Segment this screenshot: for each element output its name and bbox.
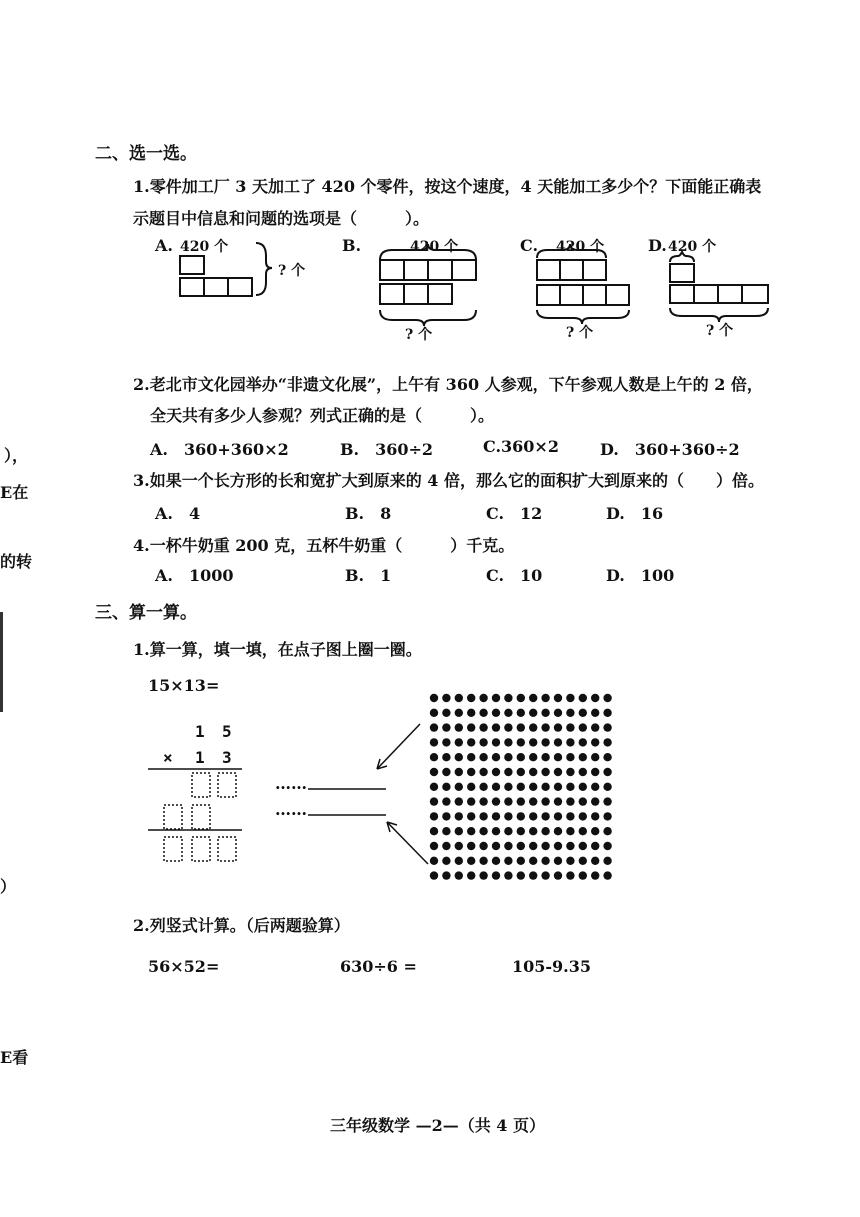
grid-dot[interactable] (554, 827, 562, 835)
grid-dot[interactable] (529, 857, 537, 865)
q1-option-a-letter[interactable]: A. (155, 236, 173, 255)
grid-dot[interactable] (541, 723, 549, 731)
grid-dot[interactable] (554, 709, 562, 717)
grid-dot[interactable] (504, 827, 512, 835)
grid-dot[interactable] (603, 753, 611, 761)
grid-dot[interactable] (442, 694, 450, 702)
grid-dot[interactable] (430, 723, 438, 731)
grid-dot[interactable] (517, 753, 525, 761)
multiplier-digit-1: 1 (195, 748, 205, 767)
grid-dot[interactable] (492, 768, 500, 776)
grid-dot[interactable] (442, 768, 450, 776)
grid-dot[interactable] (529, 871, 537, 879)
grid-dot[interactable] (455, 694, 463, 702)
calc-problem-2: 630÷6 = (340, 957, 417, 976)
q3-option-d[interactable]: D. 16 (606, 504, 664, 523)
s3-q1-line1: 1.算一算，填一填，在点子图上圈一圈。 (133, 640, 422, 659)
q1-option-b-label: 420 个 (410, 239, 459, 255)
grid-dot[interactable] (591, 842, 599, 850)
grid-dot[interactable] (442, 723, 450, 731)
grid-dot[interactable] (467, 812, 475, 820)
page-footer: 三年级数学 —2—（共 4 页） (330, 1116, 545, 1135)
grid-dot[interactable] (430, 753, 438, 761)
grid-dot[interactable] (591, 797, 599, 805)
grid-dot[interactable] (442, 827, 450, 835)
grid-dot[interactable] (591, 871, 599, 879)
grid-dot[interactable] (430, 857, 438, 865)
answer-box[interactable] (164, 837, 182, 861)
grid-dot[interactable] (579, 812, 587, 820)
grid-dot[interactable] (603, 783, 611, 791)
grid-dot[interactable] (430, 768, 438, 776)
q1-option-b-letter[interactable]: B. (342, 236, 362, 255)
grid-dot[interactable] (566, 694, 574, 702)
multiply-sign: × (163, 748, 173, 767)
grid-dot[interactable] (479, 857, 487, 865)
grid-dot[interactable] (517, 797, 525, 805)
grid-dot[interactable] (517, 694, 525, 702)
grid-dot[interactable] (529, 797, 537, 805)
q1-option-d-bottom: ? 个 (706, 323, 734, 339)
grid-dot[interactable] (591, 857, 599, 865)
grid-dot[interactable] (492, 723, 500, 731)
grid-dot[interactable] (430, 738, 438, 746)
grid-dot[interactable] (541, 871, 549, 879)
grid-dot[interactable] (541, 753, 549, 761)
grid-dot[interactable] (492, 842, 500, 850)
grid-dot[interactable] (591, 768, 599, 776)
grid-dot[interactable] (467, 753, 475, 761)
grid-dot[interactable] (430, 709, 438, 717)
grid-dot[interactable] (517, 857, 525, 865)
q3-option-c[interactable]: C. 12 (486, 504, 543, 523)
grid-dot[interactable] (566, 738, 574, 746)
s3-q2-line1: 2.列竖式计算。（后两题验算） (133, 916, 350, 935)
edge-fragment-5: E看 (0, 1048, 29, 1067)
grid-dot[interactable] (479, 709, 487, 717)
multiplicand-digit-2: 5 (222, 722, 232, 741)
q4-option-d[interactable]: D. 100 (606, 566, 675, 585)
grid-dot[interactable] (566, 827, 574, 835)
grid-dot[interactable] (467, 709, 475, 717)
grid-dot[interactable] (579, 709, 587, 717)
q4-line1: 4.一杯牛奶重 200 克，五杯牛奶重（ ）千克。 (133, 536, 515, 555)
grid-dot[interactable] (479, 871, 487, 879)
grid-dot[interactable] (554, 738, 562, 746)
grid-dot[interactable] (541, 857, 549, 865)
grid-dot[interactable] (504, 842, 512, 850)
grid-dot[interactable] (603, 694, 611, 702)
grid-dot[interactable] (603, 709, 611, 717)
grid-dot[interactable] (566, 797, 574, 805)
grid-dot[interactable] (442, 797, 450, 805)
q2-option-c[interactable]: C.360×2 (483, 437, 559, 456)
grid-dot[interactable] (517, 812, 525, 820)
grid-dot[interactable] (455, 842, 463, 850)
grid-dot[interactable] (517, 709, 525, 717)
grid-dot[interactable] (603, 738, 611, 746)
grid-dot[interactable] (517, 738, 525, 746)
q4-option-c[interactable]: C. 10 (486, 566, 543, 585)
grid-dot[interactable] (579, 783, 587, 791)
ellipsis-1: …… (275, 774, 307, 793)
grid-dot[interactable] (442, 753, 450, 761)
grid-dot[interactable] (430, 842, 438, 850)
q1-option-a-side: ? 个 (278, 263, 306, 279)
grid-dot[interactable] (504, 709, 512, 717)
grid-dot[interactable] (467, 827, 475, 835)
grid-dot[interactable] (591, 783, 599, 791)
grid-dot[interactable] (504, 783, 512, 791)
grid-dot[interactable] (455, 797, 463, 805)
grid-dot[interactable] (541, 812, 549, 820)
grid-dot[interactable] (479, 694, 487, 702)
q2-option-a[interactable]: A. 360+360×2 (150, 440, 289, 459)
q4-option-b[interactable]: B. 1 (345, 566, 392, 585)
grid-dot[interactable] (529, 738, 537, 746)
grid-dot[interactable] (492, 753, 500, 761)
grid-dot[interactable] (541, 827, 549, 835)
q1-option-b-bottom: ? 个 (405, 327, 433, 343)
grid-dot[interactable] (479, 723, 487, 731)
grid-dot[interactable] (442, 842, 450, 850)
grid-dot[interactable] (479, 783, 487, 791)
multiplicand-digit-1: 1 (195, 722, 205, 741)
q3-line1: 3.如果一个长方形的长和宽扩大到原来的 4 倍，那么它的面积扩大到原来的（ ）倍。 (133, 471, 764, 490)
grid-dot[interactable] (603, 857, 611, 865)
grid-dot[interactable] (467, 694, 475, 702)
grid-dot[interactable] (455, 738, 463, 746)
grid-dot[interactable] (492, 827, 500, 835)
grid-dot[interactable] (541, 709, 549, 717)
grid-dot[interactable] (541, 738, 549, 746)
grid-dot[interactable] (541, 694, 549, 702)
section-3-title: 三、算一算。 (95, 603, 197, 623)
grid-dot[interactable] (603, 871, 611, 879)
grid-dot[interactable] (603, 768, 611, 776)
grid-dot[interactable] (579, 857, 587, 865)
edge-fragment-1: ）， (4, 446, 29, 465)
grid-dot[interactable] (504, 857, 512, 865)
grid-dot[interactable] (517, 783, 525, 791)
grid-dot[interactable] (603, 723, 611, 731)
q1-option-d-label: 420 个 (668, 239, 717, 255)
grid-dot[interactable] (455, 871, 463, 879)
grid-dot[interactable] (455, 827, 463, 835)
grid-dot[interactable] (479, 797, 487, 805)
grid-dot[interactable] (504, 694, 512, 702)
grid-dot[interactable] (566, 842, 574, 850)
grid-dot[interactable] (566, 871, 574, 879)
grid-dot[interactable] (479, 768, 487, 776)
grid-dot[interactable] (579, 842, 587, 850)
q1-line2: 示题目中信息和问题的选项是（ ）。 (133, 209, 430, 228)
grid-dot[interactable] (579, 738, 587, 746)
grid-dot[interactable] (566, 753, 574, 761)
grid-dot[interactable] (591, 827, 599, 835)
grid-dot[interactable] (579, 723, 587, 731)
answer-box[interactable] (218, 837, 236, 861)
grid-dot[interactable] (554, 768, 562, 776)
grid-dot[interactable] (492, 812, 500, 820)
grid-dot[interactable] (479, 812, 487, 820)
grid-dot[interactable] (504, 797, 512, 805)
dot-grid (430, 694, 612, 880)
multiplier-digit-2: 3 (222, 748, 232, 767)
grid-dot[interactable] (492, 871, 500, 879)
q2-line1: 2.老北市文化园举办“非遗文化展”，上午有 360 人参观，下午参观人数是上午的 2 倍， (133, 375, 763, 394)
q1-option-d-letter[interactable]: D. (648, 236, 667, 255)
grid-dot[interactable] (591, 723, 599, 731)
q1-option-c-label: 420 个 (556, 239, 605, 255)
grid-dot[interactable] (467, 842, 475, 850)
answer-box[interactable] (192, 805, 210, 829)
grid-dot[interactable] (430, 812, 438, 820)
grid-dot[interactable] (603, 812, 611, 820)
grid-dot[interactable] (554, 753, 562, 761)
grid-dot[interactable] (455, 753, 463, 761)
grid-dot[interactable] (479, 753, 487, 761)
arrow-2 (387, 822, 428, 864)
grid-dot[interactable] (591, 709, 599, 717)
edge-fragment-3: 的转 (0, 552, 33, 571)
grid-dot[interactable] (579, 797, 587, 805)
q2-option-b[interactable]: B. 360÷2 (340, 440, 434, 459)
grid-dot[interactable] (554, 694, 562, 702)
grid-dot[interactable] (504, 768, 512, 776)
grid-dot[interactable] (591, 753, 599, 761)
grid-dot[interactable] (467, 857, 475, 865)
grid-dot[interactable] (566, 857, 574, 865)
grid-dot[interactable] (467, 871, 475, 879)
grid-dot[interactable] (430, 783, 438, 791)
grid-dot[interactable] (529, 723, 537, 731)
grid-dot[interactable] (529, 753, 537, 761)
grid-dot[interactable] (566, 812, 574, 820)
grid-dot[interactable] (455, 783, 463, 791)
grid-dot[interactable] (554, 783, 562, 791)
grid-dot[interactable] (529, 694, 537, 702)
calc-problem-3: 105-9.35 (512, 957, 592, 976)
grid-dot[interactable] (504, 723, 512, 731)
q3-option-b[interactable]: B. 8 (345, 504, 392, 523)
grid-dot[interactable] (492, 738, 500, 746)
grid-dot[interactable] (504, 871, 512, 879)
grid-dot[interactable] (467, 738, 475, 746)
section-2-title: 二、选一选。 (95, 144, 197, 164)
edge-fragment-2: E在 (0, 483, 29, 502)
q1-option-c-bottom: ? 个 (566, 325, 594, 341)
q2-option-d[interactable]: D. 360+360÷2 (600, 440, 740, 459)
q4-option-a[interactable]: A. 1000 (155, 566, 234, 585)
grid-dot[interactable] (517, 842, 525, 850)
grid-dot[interactable] (591, 738, 599, 746)
grid-dot[interactable] (442, 812, 450, 820)
grid-dot[interactable] (455, 857, 463, 865)
grid-dot[interactable] (442, 709, 450, 717)
q1-option-c-letter[interactable]: C. (520, 236, 539, 255)
ellipsis-2: …… (275, 800, 307, 819)
grid-dot[interactable] (430, 827, 438, 835)
grid-dot[interactable] (430, 871, 438, 879)
grid-dot[interactable] (554, 871, 562, 879)
grid-dot[interactable] (442, 857, 450, 865)
s3-q1-expr: 15×13= (148, 676, 220, 695)
grid-dot[interactable] (541, 842, 549, 850)
grid-dot[interactable] (579, 753, 587, 761)
grid-dot[interactable] (442, 738, 450, 746)
grid-dot[interactable] (566, 723, 574, 731)
q1-line1: 1.零件加工厂 3 天加工了 420 个零件，按这个速度，4 天能加工多少个？下面能正确表 (133, 177, 762, 196)
grid-dot[interactable] (517, 871, 525, 879)
q1-option-a-label: 420 个 (180, 239, 229, 255)
grid-dot[interactable] (529, 783, 537, 791)
grid-dot[interactable] (554, 797, 562, 805)
answer-box[interactable] (192, 773, 210, 797)
grid-dot[interactable] (591, 812, 599, 820)
grid-dot[interactable] (554, 842, 562, 850)
grid-dot[interactable] (529, 812, 537, 820)
grid-dot[interactable] (455, 768, 463, 776)
grid-dot[interactable] (492, 694, 500, 702)
calc-problem-1: 56×52= (148, 957, 220, 976)
grid-dot[interactable] (504, 812, 512, 820)
answer-box[interactable] (218, 773, 236, 797)
answer-box[interactable] (192, 837, 210, 861)
grid-dot[interactable] (467, 723, 475, 731)
grid-dot[interactable] (579, 768, 587, 776)
grid-dot[interactable] (603, 797, 611, 805)
grid-dot[interactable] (579, 871, 587, 879)
grid-dot[interactable] (504, 738, 512, 746)
grid-dot[interactable] (442, 871, 450, 879)
grid-dot[interactable] (541, 797, 549, 805)
q2-line2: 全天共有多少人参观？列式正确的是（ ）。 (150, 406, 495, 425)
grid-dot[interactable] (529, 842, 537, 850)
grid-dot[interactable] (529, 827, 537, 835)
grid-dot[interactable] (492, 857, 500, 865)
grid-dot[interactable] (517, 723, 525, 731)
grid-dot[interactable] (579, 827, 587, 835)
grid-dot[interactable] (554, 857, 562, 865)
grid-dot[interactable] (603, 827, 611, 835)
grid-dot[interactable] (492, 783, 500, 791)
grid-dot[interactable] (479, 738, 487, 746)
grid-dot[interactable] (566, 709, 574, 717)
grid-dot[interactable] (541, 783, 549, 791)
grid-dot[interactable] (430, 694, 438, 702)
grid-dot[interactable] (442, 783, 450, 791)
grid-dot[interactable] (566, 783, 574, 791)
grid-dot[interactable] (603, 842, 611, 850)
grid-dot[interactable] (579, 694, 587, 702)
grid-dot[interactable] (467, 783, 475, 791)
grid-dot[interactable] (591, 694, 599, 702)
grid-dot[interactable] (554, 812, 562, 820)
grid-dot[interactable] (455, 812, 463, 820)
grid-dot[interactable] (517, 768, 525, 776)
grid-dot[interactable] (479, 842, 487, 850)
answer-box[interactable] (164, 805, 182, 829)
q3-option-a[interactable]: A. 4 (155, 504, 201, 523)
grid-dot[interactable] (529, 768, 537, 776)
grid-dot[interactable] (504, 753, 512, 761)
grid-dot[interactable] (455, 709, 463, 717)
grid-dot[interactable] (455, 723, 463, 731)
grid-dot[interactable] (492, 709, 500, 717)
grid-dot[interactable] (554, 723, 562, 731)
grid-dot[interactable] (467, 768, 475, 776)
grid-dot[interactable] (566, 768, 574, 776)
grid-dot[interactable] (529, 709, 537, 717)
edge-fragment-4: ） (0, 877, 17, 896)
grid-dot[interactable] (430, 797, 438, 805)
grid-dot[interactable] (492, 797, 500, 805)
grid-dot[interactable] (467, 797, 475, 805)
grid-dot[interactable] (541, 768, 549, 776)
grid-dot[interactable] (517, 827, 525, 835)
arrow-1 (377, 724, 420, 769)
grid-dot[interactable] (479, 827, 487, 835)
